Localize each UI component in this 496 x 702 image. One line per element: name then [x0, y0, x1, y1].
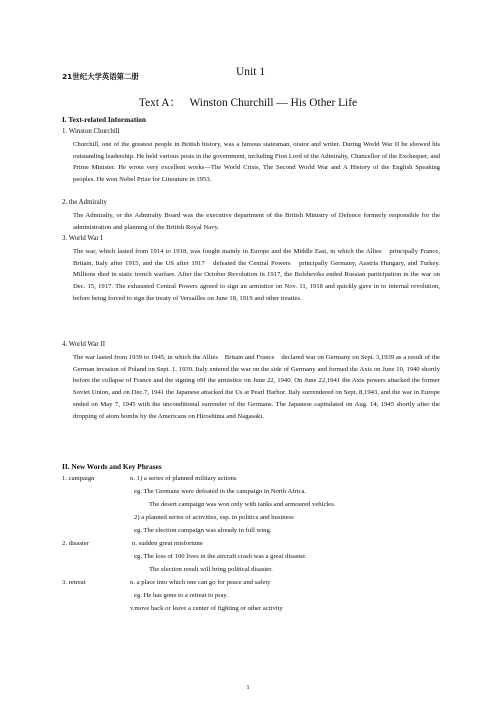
text-title [0, 94, 496, 110]
vocab-definition: n. a place into which one can go for peace and safety [130, 579, 271, 586]
item-body: The Admiralty, or the Admiralty Board was the executive department of the British Ministry of Defence formerly responsible for the administration and planning of the British Royal Navy. [73, 212, 440, 231]
vocab-example: eg. He has gone to a retreat to pray. [134, 592, 228, 599]
text-title-dash: — [276, 97, 288, 109]
page-number: 1 [246, 684, 250, 691]
vocab-word: 1. campaign [62, 475, 95, 482]
vocab-example: eg. The election campaign was already in full wing. [134, 527, 272, 534]
item-label: 1. Winston Churchill [62, 128, 120, 135]
unit-label: Unit 1 [236, 66, 266, 78]
section-heading-words: II. New Words and Key Phrases [62, 462, 162, 471]
item-label: 2. the Admiralty [62, 199, 107, 206]
text-title-subtitle: His Other Life [290, 97, 358, 109]
item-label: 4. World War II [62, 341, 106, 348]
vocab-word: 3. retreat [62, 579, 86, 586]
item-body: Churchill, one of the greatest people in British history, was a famous statesman, orator and writer. During World War II he showed his outstanding leadership. He held various posts in the government, including First Lord of the Admiralty, Chancellor of the Exchequer, and Prime Minister. He wrote very excellent works—The World Crisis, The Second World War and A History of the English Speaking peoples. He won Nobel Prize for Literature in 1953. [73, 141, 440, 184]
vocab-example: eg. The loss of 100 lives in the aircraft crash was a great disaster. [134, 553, 307, 560]
book-title: 21世纪大学英语第二册 [62, 72, 139, 81]
text-title-label: Text A： [138, 97, 181, 109]
section-heading-info: I. Text-related Information [62, 115, 146, 124]
vocab-example: eg. The Germans were defeated in the campaign in North Africa. [134, 488, 307, 495]
vocab-example: The desert campaign was won only with tanks and armoured vehicles. [149, 501, 336, 508]
vocab-definition: n. 1) a series of planned military actions [130, 475, 237, 482]
item-label: 3. World War I [62, 235, 103, 242]
item-body: The war, which lasted from 1914 to 1918, was fought mainly in Europe and the Middle East, in which the Allies principally France, Britain, Italy after 1915, and the US after 1917 defeated the Central Powers principally Germany, Austria Hungary, and Turkey. Millions died in static trench warfare. After the October Revolution in 1917, the Bolsheviks ended Russian participation in the war on Dec. 15, 1917. The exhausted Central Powers agreed to sign an armistice on Nov. 11, 1918 and quickly gave in to internal revolution, before being forced to sign the treaty of Versailles on June 18, 1919 and other treaties. [73, 248, 440, 302]
item-body: The war lasted from 1939 to 1945, in which the Allies Britain and France declared war on Germany on Sept. 3,1939 as a result of the German invasion of Poland on Sept. 1, 1939. Italy entered the war on the side of Germany and formed the Axis on June 10, 1940 shortly before the collapse of France and the signing o9f the armistice on June 22, 1940. On June 22,1941 the Axis powers attacked the former Soviet Union, and on Dec.7, 1941 the Japanese attacked the Us at Pearl Harbor. Italy surrendered on Sept. 8,1943, and the war in Europe ended on May 7, 1945 with the unconditional surrender of the Germans. The Japanese capitulated on Aug. 14, 1945 shortly after the dropping of atom bombs by the Americans on Hiroshima and Nagasaki. [73, 354, 440, 420]
vocab-definition: n. sudden great misfortune [132, 540, 203, 547]
text-title-name: Winston Churchill [189, 97, 274, 109]
vocab-definition: 2) a planned series of activities, esp. in politics and business [134, 514, 294, 521]
vocab-definition: v.move back or leave a center of fighting or other activity [130, 605, 283, 612]
vocab-example: The election result will bring political disaster. [149, 566, 273, 573]
vocab-word: 2. disaster [62, 540, 89, 547]
